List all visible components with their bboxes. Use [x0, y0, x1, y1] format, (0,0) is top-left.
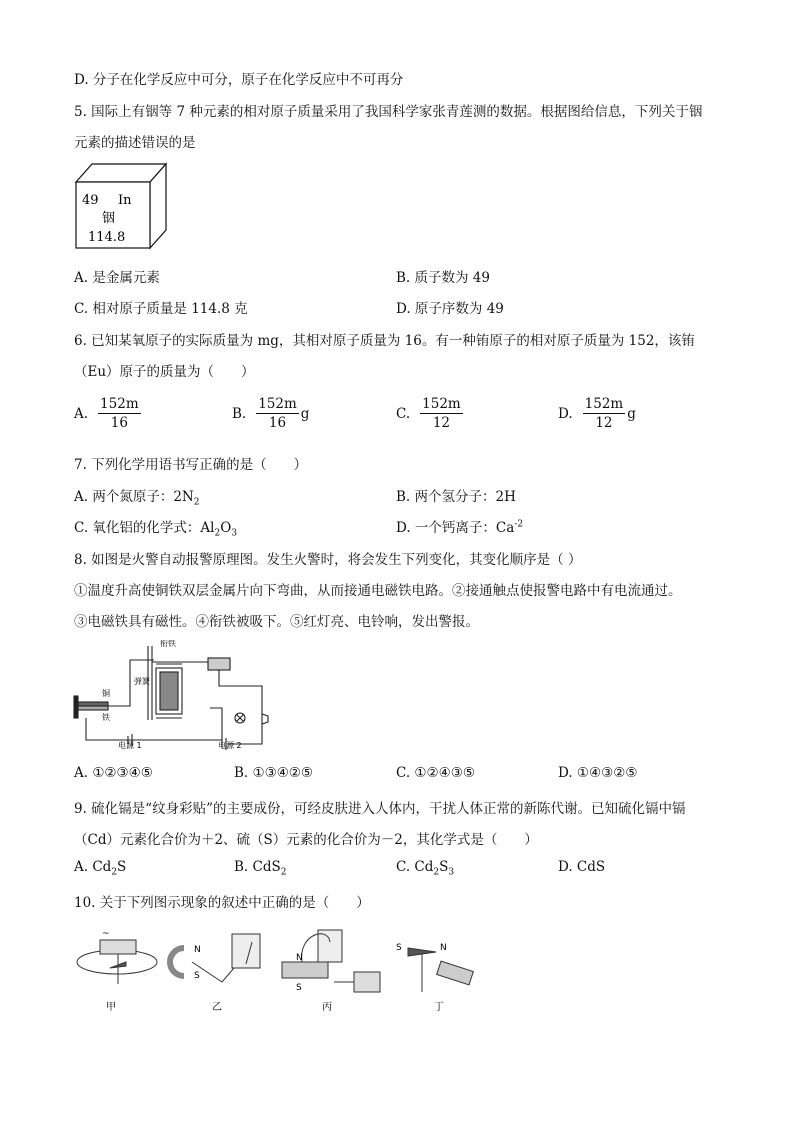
fig-ding-s: S [396, 943, 402, 953]
caption-jia: 甲 [106, 1002, 116, 1013]
q7-stem: 7. 下列化学用语书写正确的是（ ） [74, 457, 308, 473]
q9-option-c[interactable]: C. $Cd_2S_3$ [396, 859, 455, 878]
q5-option-a[interactable]: A. 是金属元素 [74, 270, 160, 286]
caption-ding: 丁 [434, 1002, 444, 1013]
q9-stem-line1: 9. 硫化镉是“纹身彩贴”的主要成份，可经皮肤进入人体内，干扰人体正常的新陈代谢。已知硫化镉中镉 [74, 801, 686, 817]
q5-option-b[interactable]: B. 质子数为 49 [396, 270, 490, 286]
element-tile-figure [72, 158, 172, 252]
q9-option-b[interactable]: B. CdS$_2$ [234, 859, 287, 878]
q5-option-d[interactable]: D. 原子序数为 49 [396, 301, 504, 317]
label-source-2: 电源 2 [218, 741, 242, 750]
q6-option-b[interactable]: B. $\frac{152m}{16}$ g [232, 396, 310, 431]
label-copper: 铜 [102, 689, 110, 698]
q7-option-d[interactable]: D. 一个钙离子：$Ca^{-2}$ [396, 519, 524, 536]
caption-bing: 丙 [322, 1002, 332, 1013]
q6-options [74, 392, 734, 436]
q7-option-a[interactable]: A. 两个氮原子：$2N_2$ [74, 489, 200, 508]
fig-bing-s: S [296, 983, 302, 993]
q10-stem: 10. 关于下列图示现象的叙述中正确的是（ ） [74, 895, 370, 911]
q5-stem-line2: 元素的描述错误的是 [74, 135, 196, 151]
svg-text:~: ~ [102, 929, 110, 939]
q5-option-c[interactable]: C. 相对原子质量是 114.8 克 [74, 301, 248, 317]
q10-figures [72, 922, 482, 1014]
q9-stem-line2: （Cd）元素化合价为＋2、硫（S）元素的化合价为－2，其化学式是（ ） [74, 832, 538, 848]
label-source-1: 电源 1 [118, 741, 142, 750]
fire-alarm-circuit-figure [72, 640, 272, 752]
q8-option-a[interactable]: A. ①②③④⑤ [74, 765, 153, 781]
q5-stem-line1: 5. 国际上有铟等 7 种元素的相对原子质量采用了我国科学家张青莲测的数据。根据图给信息，下列关于铟 [74, 104, 703, 120]
q6-option-d[interactable]: D. $\frac{152m}{12}$ g [558, 396, 636, 431]
q8-option-b[interactable]: B. ①③④②⑤ [234, 765, 314, 781]
label-iron: 铁 [102, 713, 110, 722]
element-number: 49 [82, 193, 99, 208]
q4-option-d: D. 分子在化学反应中可分，原子在化学反应中不可再分 [74, 72, 404, 88]
q9-option-d[interactable]: D. CdS [558, 859, 606, 875]
q8-option-c[interactable]: C. ①②④③⑤ [396, 765, 475, 781]
fig-yi-s: S [194, 971, 200, 981]
label-armature: 衔铁 [160, 640, 176, 648]
element-symbol: In [118, 193, 132, 208]
q6-stem-line2: （Eu）原子的质量为（ ） [74, 364, 255, 380]
q8-stem: 8. 如图是火警自动报警原理图。发生火警时，将会发生下列变化，其变化顺序是（ ） [74, 552, 582, 568]
q6-stem-line1: 6. 已知某氧原子的实际质量为 mg，其相对原子质量为 16。有一种铕原子的相对原子质量为 152，该铕 [74, 333, 695, 349]
label-spring: 弹簧 [134, 677, 150, 686]
fig-ding-n: N [440, 943, 447, 953]
caption-yi: 乙 [212, 1002, 222, 1013]
q6-option-a[interactable]: A. $\frac{152m}{16}$ [74, 396, 139, 431]
q8-process-line1: ①温度升高使铜铁双层金属片向下弯曲，从而接通电磁铁电路。②接通触点使报警电路中有电流通过。 [74, 583, 682, 599]
fig-yi-n: N [194, 945, 201, 955]
q8-process-line2: ③电磁铁具有磁性。④衔铁被吸下。⑤红灯亮、电铃响，发出警报。 [74, 614, 479, 630]
q8-option-d[interactable]: D. ①④③②⑤ [558, 765, 638, 781]
q9-option-a[interactable]: A. $Cd_2S$ [74, 859, 127, 878]
element-name: 铟 [102, 211, 116, 226]
fig-bing-n: N [296, 953, 303, 963]
element-mass: 114.8 [88, 230, 126, 245]
q7-option-c[interactable]: C. 氧化铝的化学式：$Al_2O_3$ [74, 520, 238, 539]
q6-option-c[interactable]: C. $\frac{152m}{12}$ [396, 396, 461, 431]
q7-option-b[interactable]: B. 两个氢分子：2H [396, 489, 516, 505]
